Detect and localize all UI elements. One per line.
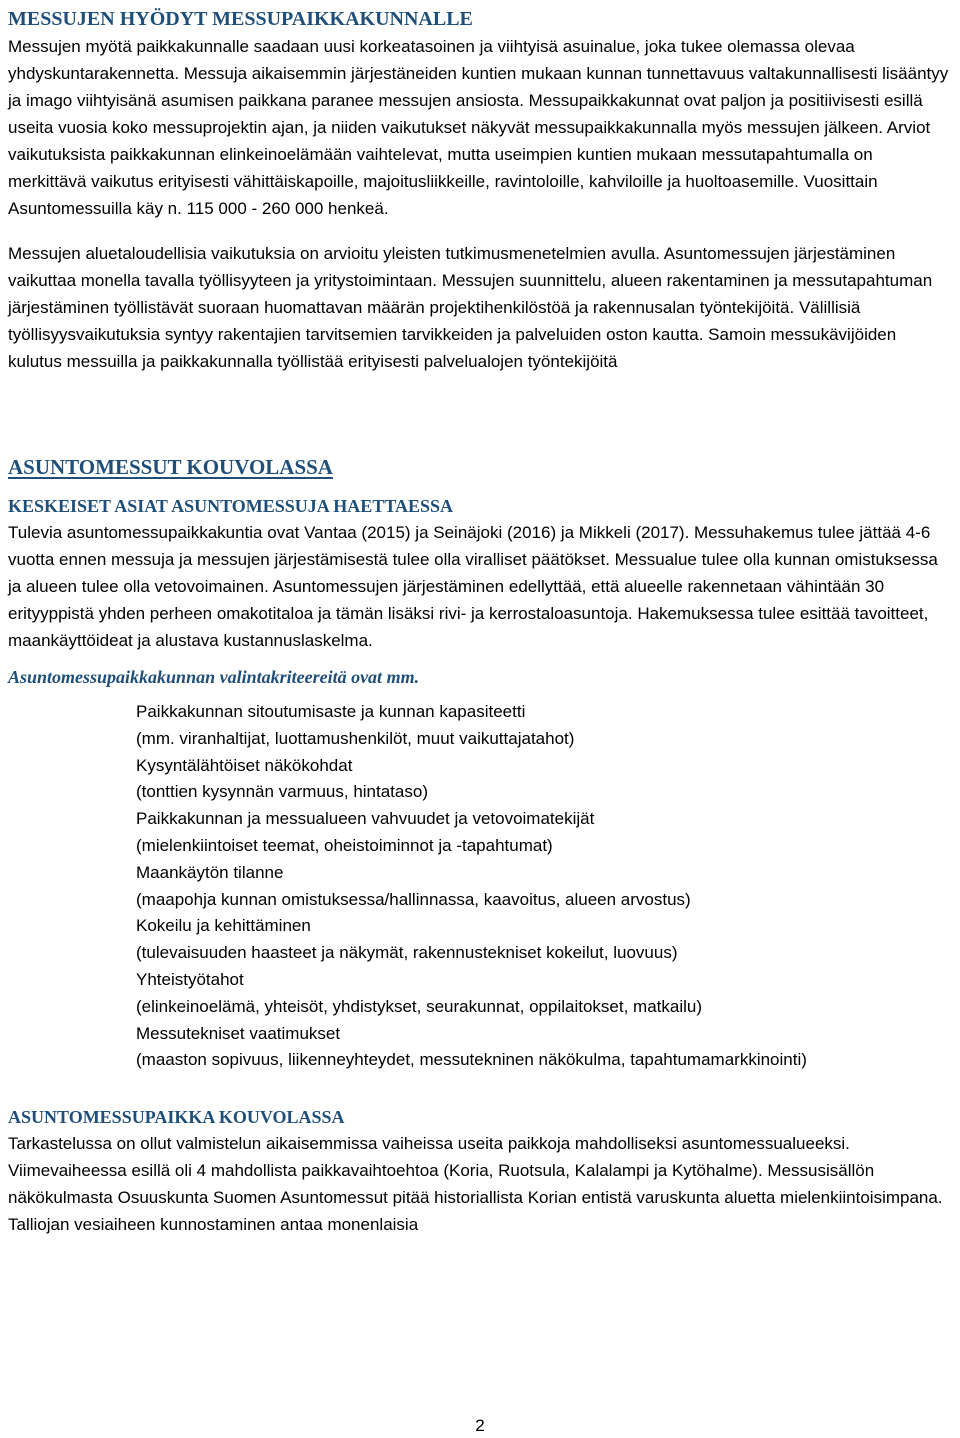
- paragraph-gap: [8, 222, 952, 240]
- paragraph-messujen-hyodyt-2: Messujen aluetaloudellisia vaikutuksia on arvioitu yleisten tutkimusmenetelmien avulla. Asuntomessujen järjestäminen vaikuttaa monella tavalla työllisyyteen ja yritystoimintaan. Messujen suunnittelu, alueen rakentaminen ja messutapahtuman järjestäminen työllistävät suoraan huomattavan määrän projektihenkilöstöä ja rakennusalan työntekijöitä. Välillisiä työllisyysvaikutuksia syntyy rakentajien tarvitsemien tarvikkeiden ja palveluiden oston kautta. Samoin messukävijöiden kulutus messuilla ja paikkakunnalla työllistää erityisesti palvelualojen työntekijöitä: [8, 244, 933, 371]
- section-heading-asuntomessupaikka: ASUNTOMESSUPAIKKA KOUVOLASSA: [8, 1107, 345, 1128]
- criteria-item-detail: (maapohja kunnan omistuksessa/hallinnassa, kaavoitus, alueen arvostus): [136, 889, 691, 909]
- criteria-item-detail: (tulevaisuuden haasteet ja näkymät, rakennustekniset kokeilut, luovuus): [136, 943, 678, 963]
- criteria-item: Paikkakunnan sitoutumisaste ja kunnan kapasiteetti: [136, 702, 526, 721]
- subheading-keskeiset-asiat: KESKEISET ASIAT ASUNTOMESSUJA HAETTAESSA: [8, 496, 454, 516]
- criteria-list: [136, 699, 952, 1074]
- paragraph-keskeiset-asiat: Tulevia asuntomessupaikkakuntia ovat Vantaa (2015) ja Seinäjoki (2016) ja Mikkeli (2017). Messuhakemus tulee jättää 4-6 vuotta ennen messuja ja messujen järjestämisestä tulee olla viralliset päätökset. Messualue tulee olla kunnan omistuksessa ja alueen tulee olla vetovoimainen. Asuntomessujen järjestäminen edellyttää, että alueelle rakennetaan vähintään 30 erityyppistä yhden perheen omakotitaloa ja tämän lisäksi rivi- ja kerrostaloasuntoja. Hakemuksessa tulee esittää tavoitteet, maankäyttöideat ja alustava kustannuslaskelma.: [8, 523, 938, 650]
- paragraph-messujen-hyodyt-1: Messujen myötä paikkakunnalle saadaan uusi korkeatasoinen ja viihtyisä asuinalue, joka tukee olemassa olevaa yhdyskuntarakennetta. Messuja aikaisemmin järjestäneiden kuntien mukaan kunnan tunnettavuus valtakunnallisesti lisääntyy ja imago viihtyisänä asumisen paikkana paranee messujen ansiosta. Messupaikkakunnat ovat paljon ja positiivisesti esillä useita vuosia koko messuprojektin ajan, ja niiden vaikutukset näkyvät messupaikkakunnalla myös messujen jälkeen. Arviot vaikutuksista paikkakunnan elinkeinoelämään vaihtelevat, mutta useimpien kuntien mukaan messutapahtumalla on merkittävä vaikutus erityisesti vähittäiskapoille, majoitusliikkeille, ravintoloille, kahviloille ja huoltoasemille. Vuosittain Asuntomessuilla käy n. 115 000 - 260 000 henkeä.: [8, 37, 949, 218]
- criteria-item-detail: (mielenkiintoiset teemat, oheistoiminnot ja -tapahtumat): [136, 835, 553, 855]
- section-heading-messujen-hyodyt: MESSUJEN HYÖDYT MESSUPAIKKAKUNNALLE: [8, 8, 473, 30]
- criteria-item: Messutekniset vaatimukset: [136, 1023, 341, 1043]
- criteria-item: Maankäytön tilanne: [136, 862, 284, 882]
- criteria-item: Yhteistyötahot: [136, 969, 244, 989]
- subheading-valintakriteerit: Asuntomessupaikkakunnan valintakriteereitä ovat mm.: [8, 667, 420, 687]
- criteria-item-detail: (maaston sopivuus, liikenneyhteydet, messutekninen näkökulma, tapahtumamarkkinointi): [136, 1050, 807, 1070]
- criteria-item: Kokeilu ja kehittäminen: [136, 916, 311, 936]
- criteria-item: Paikkakunnan ja messualueen vahvuudet ja vetovoimatekijät: [136, 809, 595, 829]
- paragraph-asuntomessupaikka: Tarkastelussa on ollut valmistelun aikaisemmissa vaiheissa useita paikkoja mahdolliseksi asuntomessualueeksi. Viimevaiheessa esillä oli 4 mahdollista paikkavaihtoehtoa (Koria, Ruotsula, Kalalampi ja Kytöhalme). Messusisällön näkökulmasta Osuuskunta Suomen Asuntomessut pitää historiallista Korian entistä varuskunta aluetta mielenkiintoisimpana. Talliojan vesiaiheen kunnostaminen antaa monenlaisia: [8, 1134, 943, 1235]
- page-number: 2: [475, 1416, 485, 1435]
- criteria-item-detail: (tonttien kysynnän varmuus, hintataso): [136, 782, 428, 802]
- criteria-item-detail: (elinkeinoelämä, yhteisöt, yhdistykset, seurakunnat, oppilaitokset, matkailu): [136, 996, 703, 1016]
- section-heading-asuntomessut-kouvolassa: ASUNTOMESSUT KOUVOLASSA: [8, 455, 333, 479]
- criteria-item-detail: (mm. viranhaltijat, luottamushenkilöt, muut vaikuttajatahot): [136, 728, 575, 748]
- criteria-item: Kysyntälähtöiset näkökohdat: [136, 755, 353, 775]
